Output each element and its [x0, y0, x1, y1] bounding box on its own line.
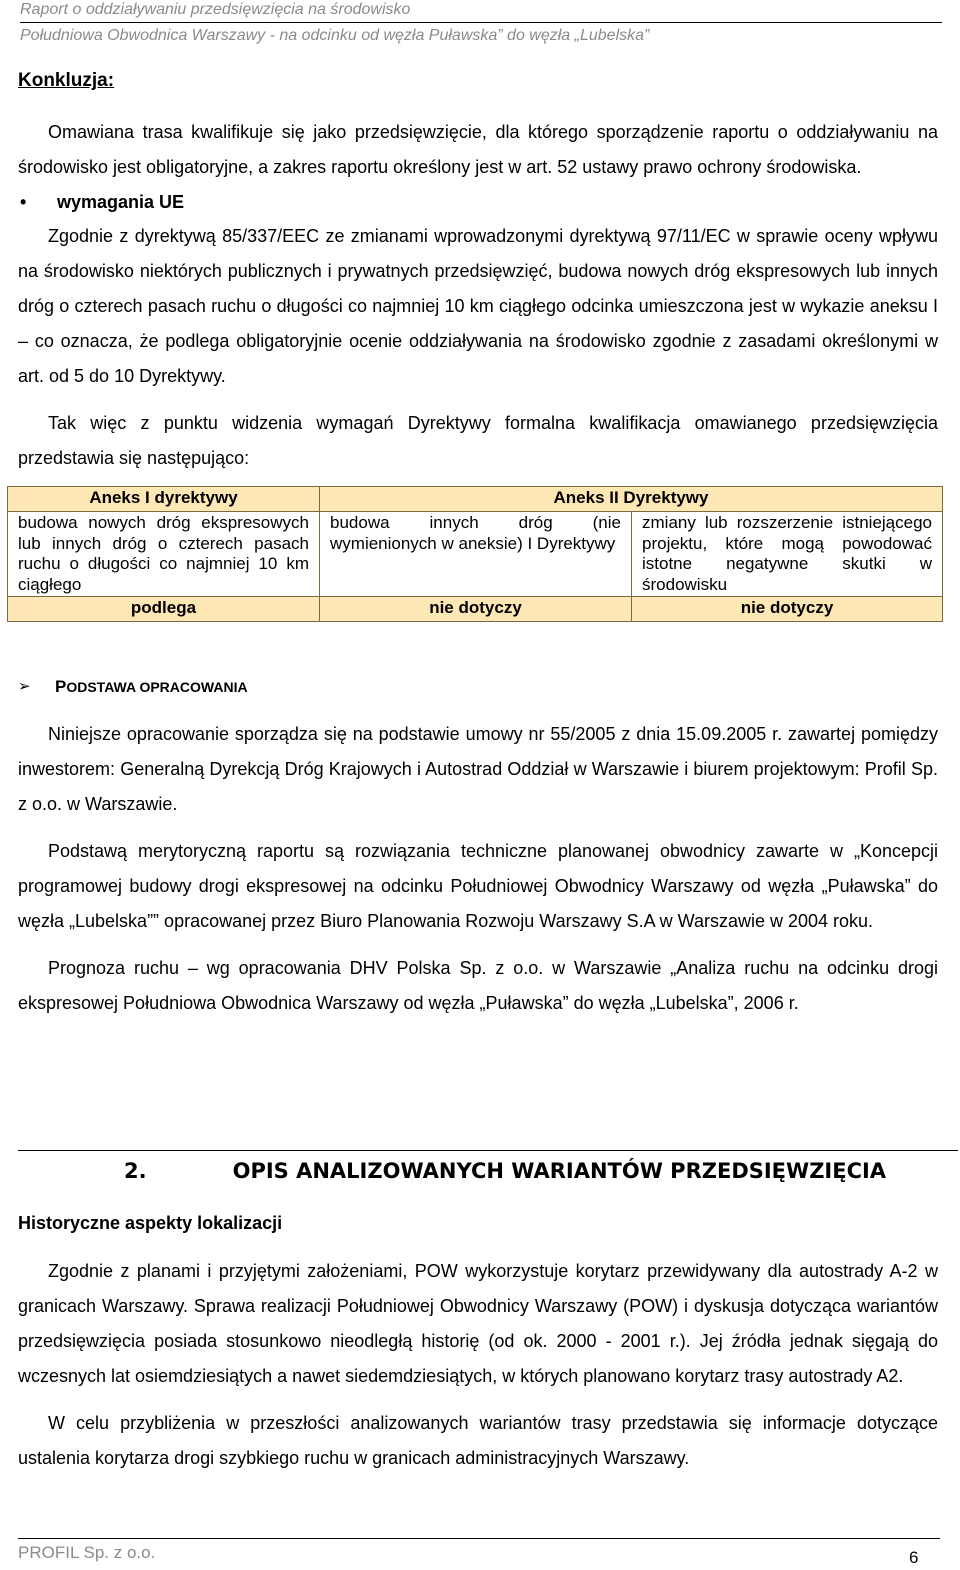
section-2-heading [124, 1156, 886, 1186]
section-title: OPIS ANALIZOWANYCH WARIANTÓW PRZEDSIĘWZIĘCIA [232, 1159, 887, 1183]
basis-title-rest: ODSTAWA OPRACOWANIA [66, 679, 248, 695]
table-cell-annex-1: budowa nowych dróg ekspresowych lub innych dróg o czterech pasach ruchu o długości co najmniej 10 km ciągłego [8, 512, 320, 597]
table-header-annex-1: Aneks I dyrektywy [8, 487, 320, 512]
table-header-row [8, 487, 943, 512]
conclusion-title: Konkluzja: [18, 70, 115, 91]
table-foot-annex-2-b: nie dotyczy [632, 597, 943, 622]
table-foot-annex-2-a: nie dotyczy [320, 597, 632, 622]
history-subheading: Historyczne aspekty lokalizacji [18, 1213, 283, 1233]
table-foot-annex-1: podlega [8, 597, 320, 622]
table-footer-row [8, 597, 943, 622]
eu-requirements-heading [18, 185, 938, 219]
header-project-title: Południowa Obwodnica Warszawy - na odcinku od węzła Puławska” do węzła „Lubelska” [20, 22, 942, 46]
directive-qualification-table [7, 486, 943, 622]
eu-requirements-title: wymagania UE [57, 192, 185, 212]
main-content [18, 66, 938, 1021]
header-report-title: Raport o oddziaływaniu przedsięwzięcia na środowisko [20, 1, 411, 18]
conclusion-paragraph: Omawiana trasa kwalifikuje się jako przedsięwzięcie, dla którego sporządzenie raportu o oddziaływaniu na środowisko jest obligatoryjne, a zakres raportu określony jest w art. 52 ustawy prawo ochrony środowiska. [18, 122, 938, 177]
page-number: 6 [909, 1548, 919, 1567]
footer-divider [18, 1538, 940, 1539]
section-divider [18, 1150, 958, 1151]
footer-company: PROFIL Sp. z o.o. [18, 1543, 156, 1562]
page-header [20, 0, 942, 46]
arrow-bullet-icon: ➢ [18, 678, 31, 695]
bullet-icon: • [20, 192, 27, 212]
table-row [8, 512, 943, 597]
eu-paragraph: Zgodnie z dyrektywą 85/337/EEC ze zmianami wprowadzonymi dyrektywą 97/11/EC w sprawie oceny wpływu na środowisko niektórych publicznych i prywatnych przedsięwzięć, budowa nowych dróg ekspresowych lub innych dróg o czterech pasach ruchu o długości co najmniej 10 km ciągłego odcinka umieszczona jest w wykazie aneksu I – co oznacza, że podlega obligatoryjnie ocenie oddziaływania na środowisko zgodnie z zasadami określonymi w art. od 5 do 10 Dyrektywy. [18, 226, 938, 386]
table-header-annex-2: Aneks II Dyrektywy [320, 487, 943, 512]
basis-heading [18, 672, 938, 702]
basis-paragraph-1: Niniejsze opracowanie sporządza się na podstawie umowy nr 55/2005 z dnia 15.09.2005 r. zawartej pomiędzy inwestorem: Generalną Dyrekcją Dróg Krajowych i Autostrad Oddział w Warszawie i biurem projektowym: Profil Sp. z o.o. w Warszawie. [18, 724, 938, 814]
basis-paragraph-2: Podstawą merytoryczną raportu są rozwiązania techniczne planowanej obwodnicy zawarte w „Koncepcji programowej budowy drogi ekspresowej na odcinku Południowej Obwodnicy Warszawy od węzła „Puławska” do węzła „Lubelska”” opracowanej przez Biuro Planowania Rozwoju Warszawy S.A w Warszawie w 2004 roku. [18, 841, 938, 931]
eu-paragraph-2: Tak więc z punktu widzenia wymagań Dyrektywy formalna kwalifikacja omawianego przedsięwzięcia przedstawia się następująco: [18, 413, 938, 468]
basis-title-initial: P [55, 677, 67, 696]
history-paragraph-1: Zgodnie z planami i przyjętymi założeniami, POW wykorzystuje korytarz przewidywany dla autostrady A-2 w granicach Warszawy. Sprawa realizacji Południowej Obwodnicy Warszawy (POW) i dyskusja dotycząca wariantów przedsięwzięcia posiada stosunkowo nieodległą historię (od ok. 2000 - 2001 r.). Jej źródła jednak sięgają do wczesnych lat osiemdziesiątych a nawet siedemdziesiątych, w których planowano korytarz trasy autostrady A2. [18, 1261, 938, 1386]
history-content [18, 1254, 938, 1476]
history-paragraph-2: W celu przybliżenia w przeszłości analizowanych wariantów trasy przedstawia się informacje dotyczące ustalenia korytarza drogi szybkiego ruchu w granicach administracyjnych Warszawy. [18, 1413, 938, 1468]
table-cell-annex-2-other-roads: budowa innych dróg (nie wymienionych w aneksie) I Dyrektywy [320, 512, 632, 597]
basis-paragraph-3: Prognoza ruchu – wg opracowania DHV Polska Sp. z o.o. w Warszawie „Analiza ruchu na odcinku drogi ekspresowej Południowa Obwodnica Warszawy od węzła „Puławska” do węzła „Lubelska”, 2006 r. [18, 958, 938, 1013]
table-cell-annex-2-changes: zmiany lub rozszerzenie istniejącego projektu, które mogą powodować istotne negatywne skutki w środowisku [632, 512, 943, 597]
section-number: 2. [124, 1159, 147, 1183]
